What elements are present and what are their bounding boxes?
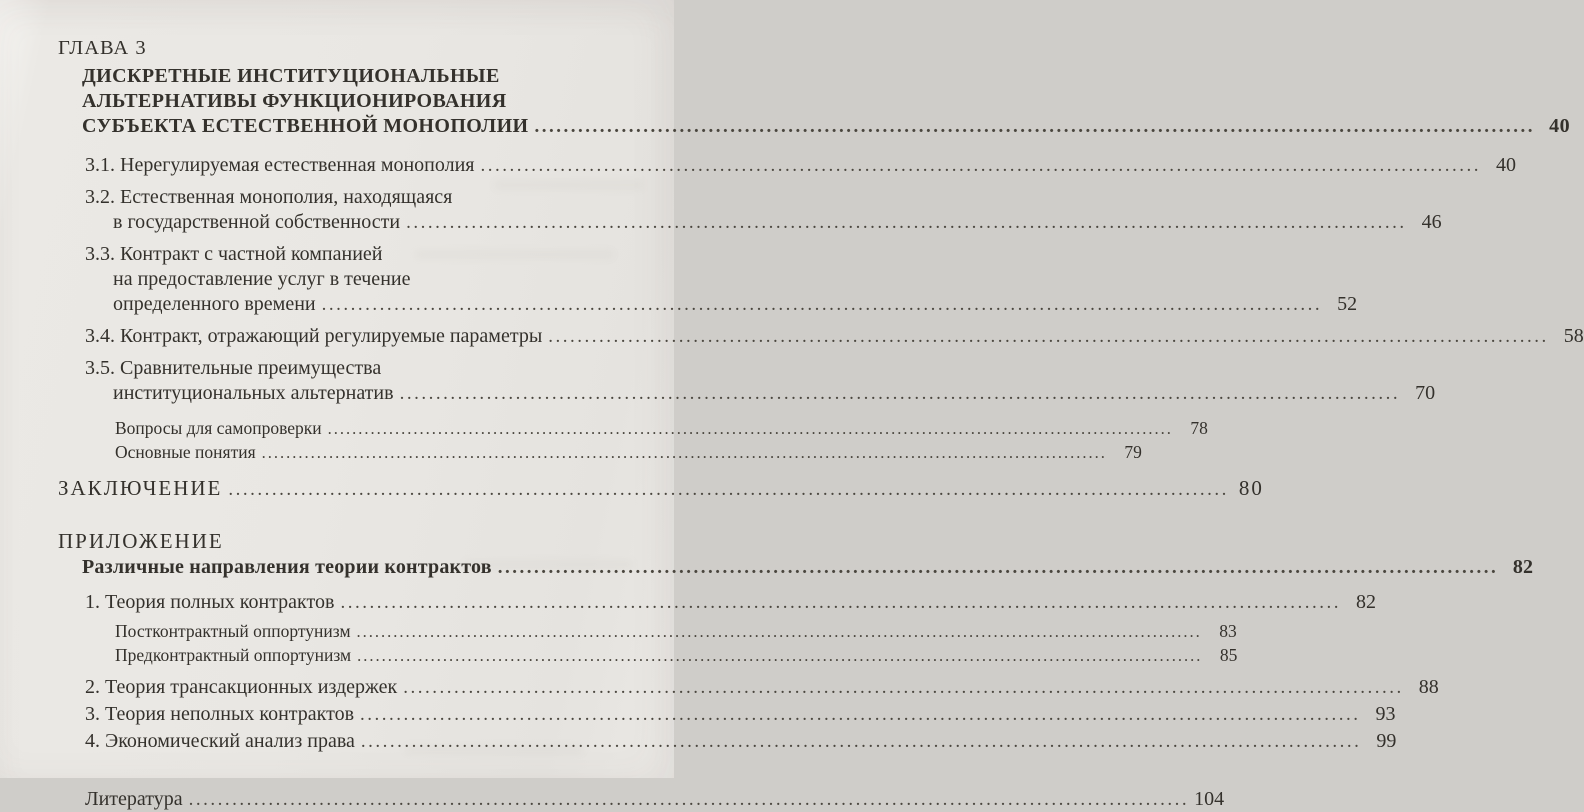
toc-entry-3-4 [58,324,1584,349]
toc-entry-text: 3.4. Контракт, отражающий регулируемые параметры [85,325,543,347]
dot-leader [360,702,1361,727]
toc-line [85,590,1376,615]
toc-entry-self-check [58,417,1208,440]
toc-entry-text: Вопросы для самопроверки [115,418,322,438]
dot-leader [481,153,1482,178]
toc-line [85,675,1439,700]
toc-line [85,292,1358,317]
page-number: 82 [1355,591,1376,613]
toc-entry-chapter-title [58,64,1570,139]
toc-entry-text: 4. Экономический анализ права [85,730,355,752]
toc-entry-text: на предоставление услуг в течение [113,268,411,290]
page-number: 78 [1190,418,1208,438]
page-number: 46 [1421,211,1442,233]
toc-entry-text: Основные понятия [115,442,256,462]
toc-entry-text: 2. Теория трансакционных издержек [85,676,398,698]
page-number: 80 [1238,476,1264,500]
toc-line [82,64,640,89]
toc-line [85,729,1397,754]
table-of-contents [58,36,1584,812]
toc-entry-pre-contract [58,644,1238,667]
toc-entry-text: Постконтрактный оппортунизм [115,621,351,641]
toc-entry-text: в государственной собственности [113,211,401,233]
dot-leader [548,324,1549,349]
toc-entry-post-contract [58,620,1237,643]
dot-leader [403,675,1404,700]
toc-line [58,36,640,61]
toc-line [82,114,1570,139]
toc-entry-key-concepts [58,441,1142,464]
toc-entry-3-2 [58,185,1442,235]
page-number: 82 [1512,556,1534,578]
dot-leader [228,476,1229,502]
page-number: 40 [1496,154,1517,176]
toc-entry-text: 3.5. Сравнительные преимущества [85,357,382,379]
page-number: 88 [1418,676,1439,698]
toc-line [85,324,1584,349]
toc-line [85,267,640,292]
toc-entry-text: 3.3. Контракт с частной компанией [85,243,383,265]
toc-line [82,89,640,114]
dot-leader [340,590,1341,615]
toc-entry-contract-theories [58,555,1534,580]
dot-leader [406,210,1407,235]
page-number: 52 [1337,293,1358,315]
dot-leader [189,787,1190,812]
page-number: 83 [1219,621,1237,641]
page-number: 104 [1194,788,1225,810]
toc-entry-text: СУБЪЕКТА ЕСТЕСТВЕННОЙ МОНОПОЛИИ [82,115,529,137]
toc-entry-text: Предконтрактный оппортунизм [115,645,352,665]
toc-entry-text: институциональных альтернатив [113,382,394,404]
toc-entry-conclusion [58,476,1264,502]
toc-entry-text: ГЛАВА 3 [58,37,147,59]
toc-entry-text: определенного времени [113,293,316,315]
dot-leader [357,644,1202,667]
toc-line [85,381,1436,406]
toc-entry-appendix-2 [58,675,1439,700]
toc-entry-3-3 [58,242,1358,317]
toc-entry-3-1 [58,153,1517,178]
toc-entry-text: Литература [85,788,183,810]
page-number: 40 [1549,115,1570,137]
toc-entry-chapter-label [58,36,640,61]
dot-leader [328,417,1173,440]
toc-entry-appendix-3 [58,702,1396,727]
toc-line [85,242,640,267]
toc-line [85,210,1442,235]
dot-leader [400,381,1401,406]
toc-line [82,555,1534,580]
page-number: 70 [1415,382,1436,404]
dot-leader [322,292,1323,317]
page-number: 58 [1563,325,1584,347]
toc-line [115,644,1238,667]
page-number: 85 [1219,645,1238,665]
toc-entry-3-5 [58,356,1436,406]
dot-leader [534,114,1535,139]
toc-line [85,356,640,381]
toc-line [58,476,1264,502]
toc-entry-text: Различные направления теории контрактов [82,556,492,578]
toc-entry-text: 3.2. Естественная монополия, находящаяся [85,186,453,208]
dot-leader [361,729,1362,754]
page-number: 99 [1376,730,1397,752]
toc-entry-literature [58,787,1225,812]
dot-leader [262,441,1107,464]
toc-line [115,417,1208,440]
toc-entry-text: 3.1. Нерегулируемая естественная монополия [85,154,475,176]
toc-line [85,153,1517,178]
toc-entry-appendix-1 [58,590,1376,615]
toc-line [85,185,640,210]
toc-line [85,787,1225,812]
toc-entry-text: 1. Теория полных контрактов [85,591,335,613]
toc-entry-text: ДИСКРЕТНЫЕ ИНСТИТУЦИОНАЛЬНЫЕ [82,65,500,87]
toc-entry-text: 3. Теория неполных контрактов [85,703,355,725]
toc-entry-text: АЛЬТЕРНАТИВЫ ФУНКЦИОНИРОВАНИЯ [82,90,507,112]
dot-leader [498,555,1499,580]
toc-line [58,529,640,554]
toc-entry-text: ПРИЛОЖЕНИЕ [58,529,224,553]
dot-leader [357,620,1202,643]
toc-entry-text: ЗАКЛЮЧЕНИЕ [58,476,223,500]
page-number: 93 [1375,703,1396,725]
toc-line [115,441,1142,464]
toc-line [115,620,1237,643]
toc-entry-appendix [58,529,640,554]
toc-line [85,702,1396,727]
toc-entry-appendix-4 [58,729,1397,754]
page-number: 79 [1124,442,1142,462]
